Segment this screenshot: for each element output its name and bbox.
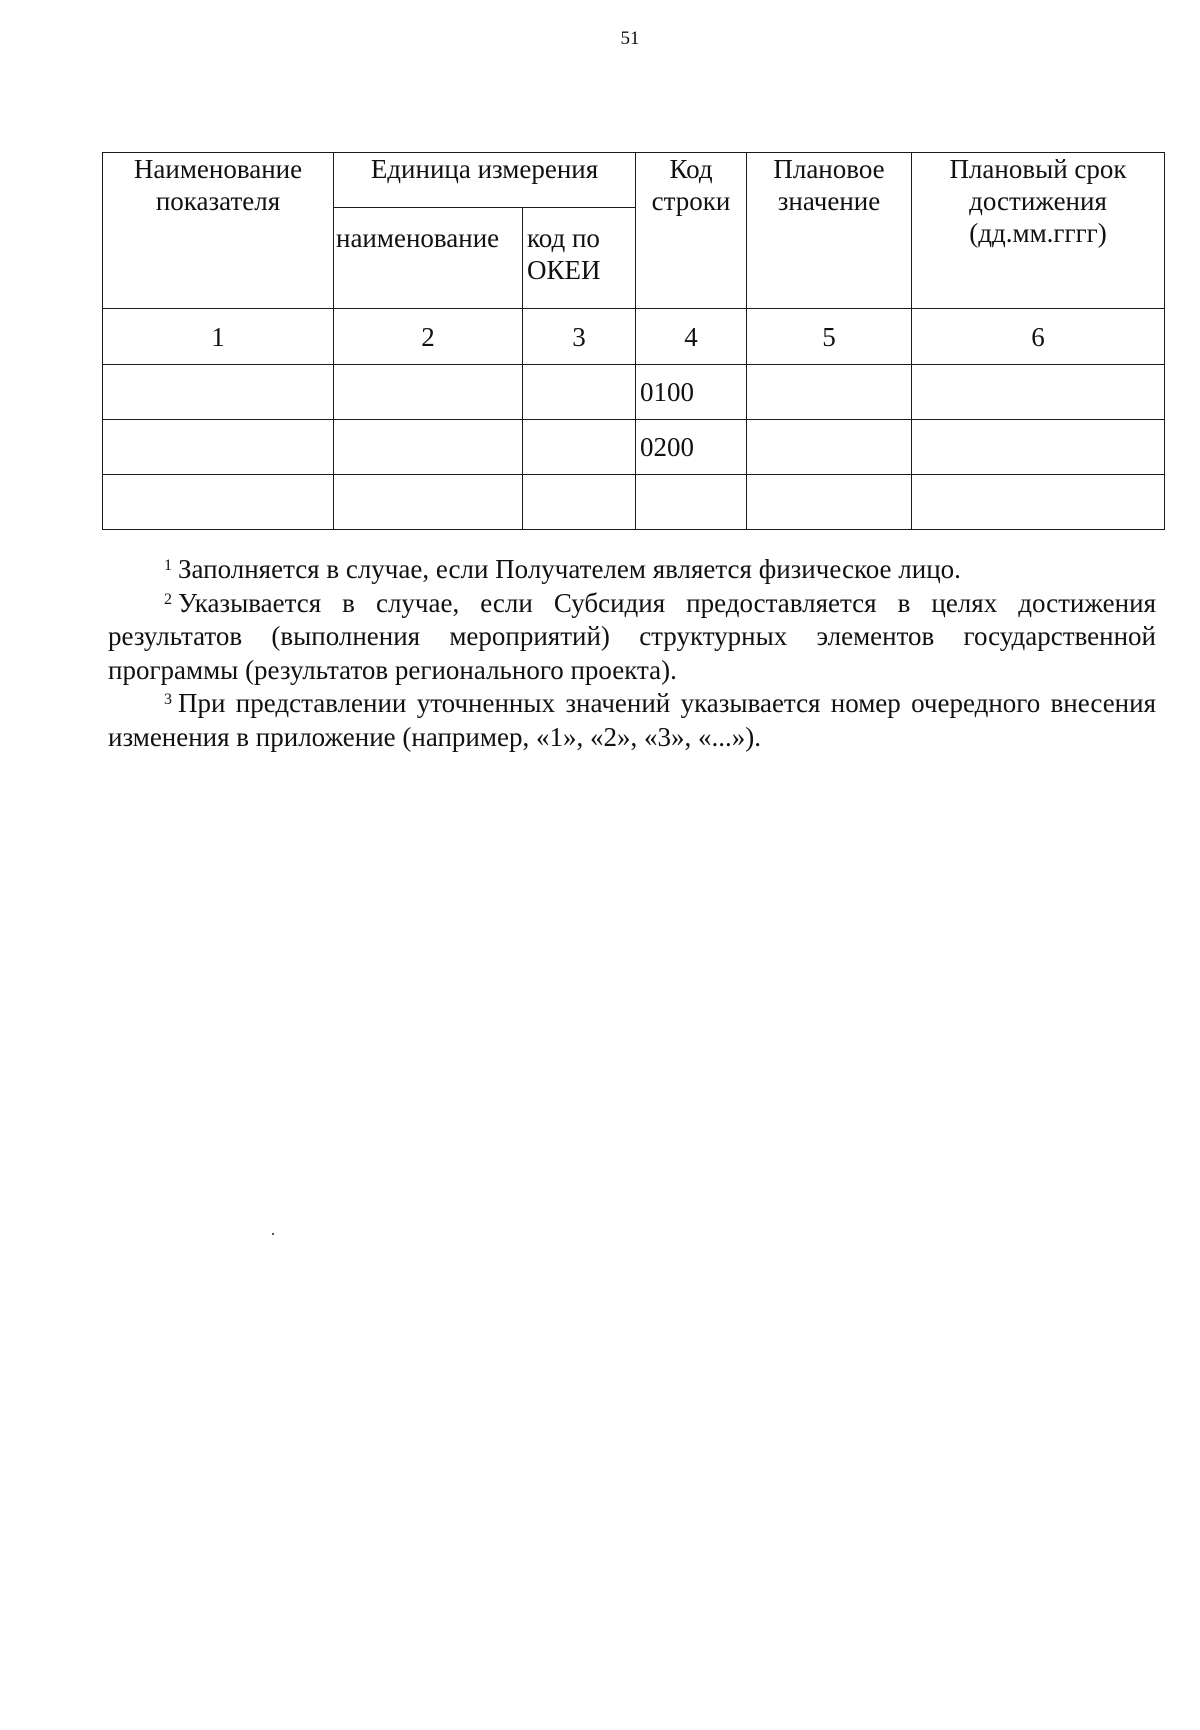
table-row [103, 365, 1165, 420]
footnote-mark: 3 [164, 691, 172, 708]
footnote [108, 687, 1156, 754]
header-row-code: Код строки [636, 153, 747, 309]
cell-unit-name [334, 420, 523, 475]
cell-planned-deadline [912, 365, 1165, 420]
cell-indicator-name [103, 365, 334, 420]
footnote-mark: 1 [164, 557, 172, 574]
scan-speck [272, 1233, 274, 1235]
footnote-text: Указывается в случае, если Субсидия предоставляется в целях достижения результатов (выполнения мероприятий) структурных элементов государственной программы (результатов регионального проекта). [108, 587, 1156, 685]
column-number: 6 [912, 309, 1165, 365]
footnote-text: При представлении уточненных значений указывается номер очередного внесения изменения в приложение (например, «1», «2», «3», «...»). [108, 688, 1156, 752]
cell-unit-name [334, 365, 523, 420]
column-number: 2 [334, 309, 523, 365]
footnote-text: Заполняется в случае, если Получателем является физическое лицо. [178, 554, 961, 584]
column-number: 4 [636, 309, 747, 365]
table-row [103, 475, 1165, 530]
header-unit: Единица измерения [334, 153, 636, 208]
cell-indicator-name [103, 475, 334, 530]
header-unit-okei: код по ОКЕИ [523, 208, 636, 309]
cell-planned-deadline [912, 420, 1165, 475]
cell-indicator-name [103, 420, 334, 475]
indicators-table [102, 152, 1165, 530]
footnote-mark: 2 [164, 590, 172, 608]
cell-unit-name [334, 475, 523, 530]
cell-row-code [636, 475, 747, 530]
cell-row-code: 0200 [636, 420, 747, 475]
column-numbers-row [103, 309, 1165, 365]
cell-planned-value [747, 420, 912, 475]
page-number: 51 [620, 28, 640, 49]
cell-okei [523, 420, 636, 475]
footnote [108, 553, 1156, 587]
cell-planned-deadline [912, 475, 1165, 530]
footnote [108, 587, 1156, 688]
column-number: 3 [523, 309, 636, 365]
cell-okei [523, 475, 636, 530]
cell-row-code: 0100 [636, 365, 747, 420]
cell-planned-value [747, 475, 912, 530]
header-indicator-name: Наименование показателя [103, 153, 334, 309]
header-unit-name: наименование [334, 208, 523, 309]
cell-okei [523, 365, 636, 420]
column-number: 5 [747, 309, 912, 365]
table-header-row [103, 153, 1165, 208]
footnotes [108, 553, 1156, 754]
cell-planned-value [747, 365, 912, 420]
header-planned-deadline: Плановый срок достижения (дд.мм.гггг) [912, 153, 1165, 309]
header-planned-value: Плановое значение [747, 153, 912, 309]
column-number: 1 [103, 309, 334, 365]
table-row [103, 420, 1165, 475]
